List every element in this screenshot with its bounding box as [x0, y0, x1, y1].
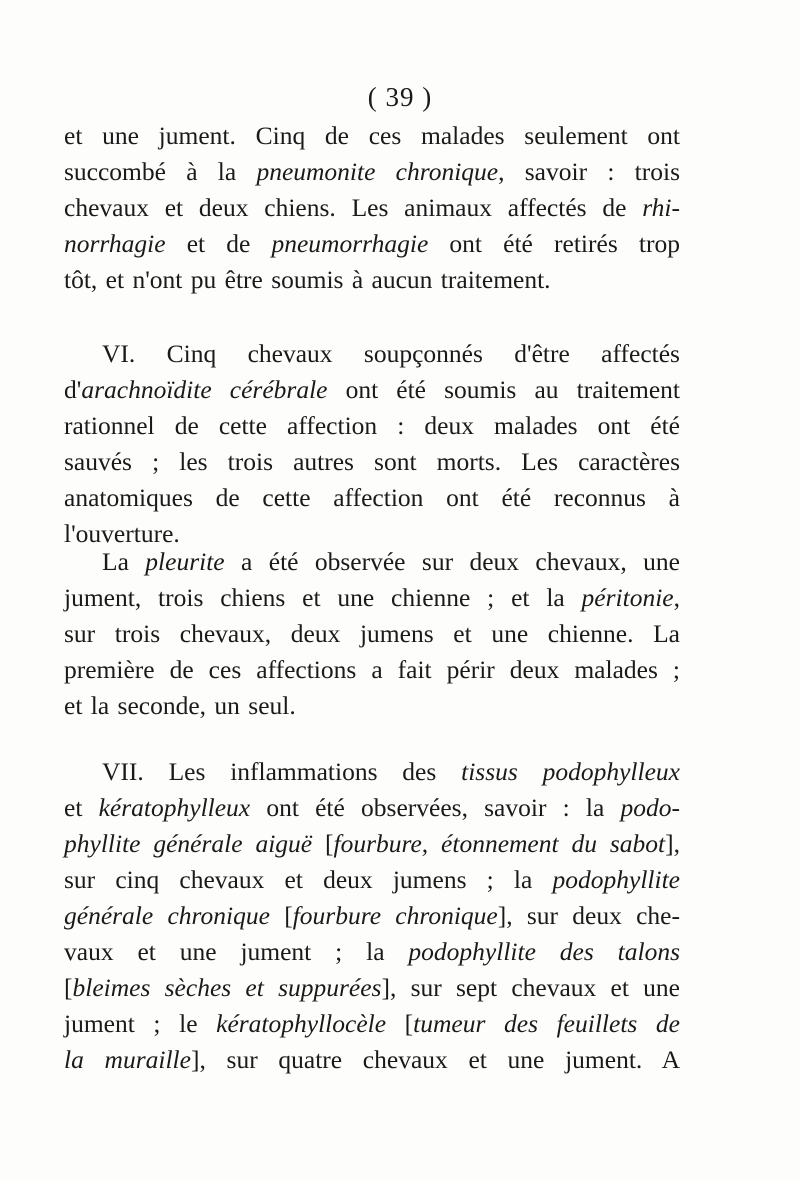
text-line: sur cinq chevaux et deux jumens ; la podophyllite [64, 865, 680, 894]
text-line: VII. Les inflammations des tissus podophylleux [102, 757, 680, 786]
text-line: phyllite générale aiguë [fourbure, étonnement du sabot], [64, 829, 680, 858]
page-number: ( 39 ) [367, 82, 433, 112]
text-line: rationnel de cette affection : deux malades ont été [64, 411, 680, 440]
text-line: et kératophylleux ont été observées, savoir : la podo- [64, 793, 681, 822]
text-line: l'ouverture. [64, 519, 180, 548]
text-line: anatomiques de cette affection ont été reconnus à [64, 483, 680, 512]
paragraph-4 [64, 754, 680, 1078]
text-line: la muraille], sur quatre chevaux et une jument. A [64, 1045, 680, 1074]
text-line: jument, trois chiens et une chienne ; et la péritonie, [64, 583, 680, 612]
text-line: VI. Cinq chevaux soupçonnés d'être affectés [102, 339, 680, 368]
text-line: La pleurite a été observée sur deux chevaux, une [102, 547, 680, 576]
paragraph-1 [64, 118, 680, 298]
text-line: sur trois chevaux, deux jumens et une chienne. La [64, 619, 680, 648]
text-line: première de ces affections a fait périr deux malades ; [64, 655, 680, 684]
text-line: chevaux et deux chiens. Les animaux affectés de rhi- [64, 193, 680, 222]
text-line: norrhagie et de pneumorrhagie ont été retirés trop [64, 229, 680, 258]
text-line: et la seconde, un seul. [64, 691, 296, 720]
paragraph-3 [64, 544, 680, 724]
text-line: jument ; le kératophyllocèle [tumeur des feuillets de [64, 1009, 680, 1038]
text-line: d'arachnoïdite cérébrale ont été soumis au traitement [64, 375, 680, 404]
text-line: succombé à la pneumonite chronique, savoir : trois [64, 157, 680, 186]
text-line: générale chronique [fourbure chronique], sur deux che- [64, 901, 680, 930]
paragraph-2 [64, 336, 680, 552]
text-line: [bleimes sèches et suppurées], sur sept chevaux et une [64, 973, 680, 1002]
text-line: et une jument. Cinq de ces malades seulement ont [64, 121, 680, 150]
text-line: sauvés ; les trois autres sont morts. Les caractères [64, 447, 680, 476]
text-line: vaux et une jument ; la podophyllite des talons [64, 937, 681, 966]
text-line: tôt, et n'ont pu être soumis à aucun traitement. [64, 265, 551, 294]
